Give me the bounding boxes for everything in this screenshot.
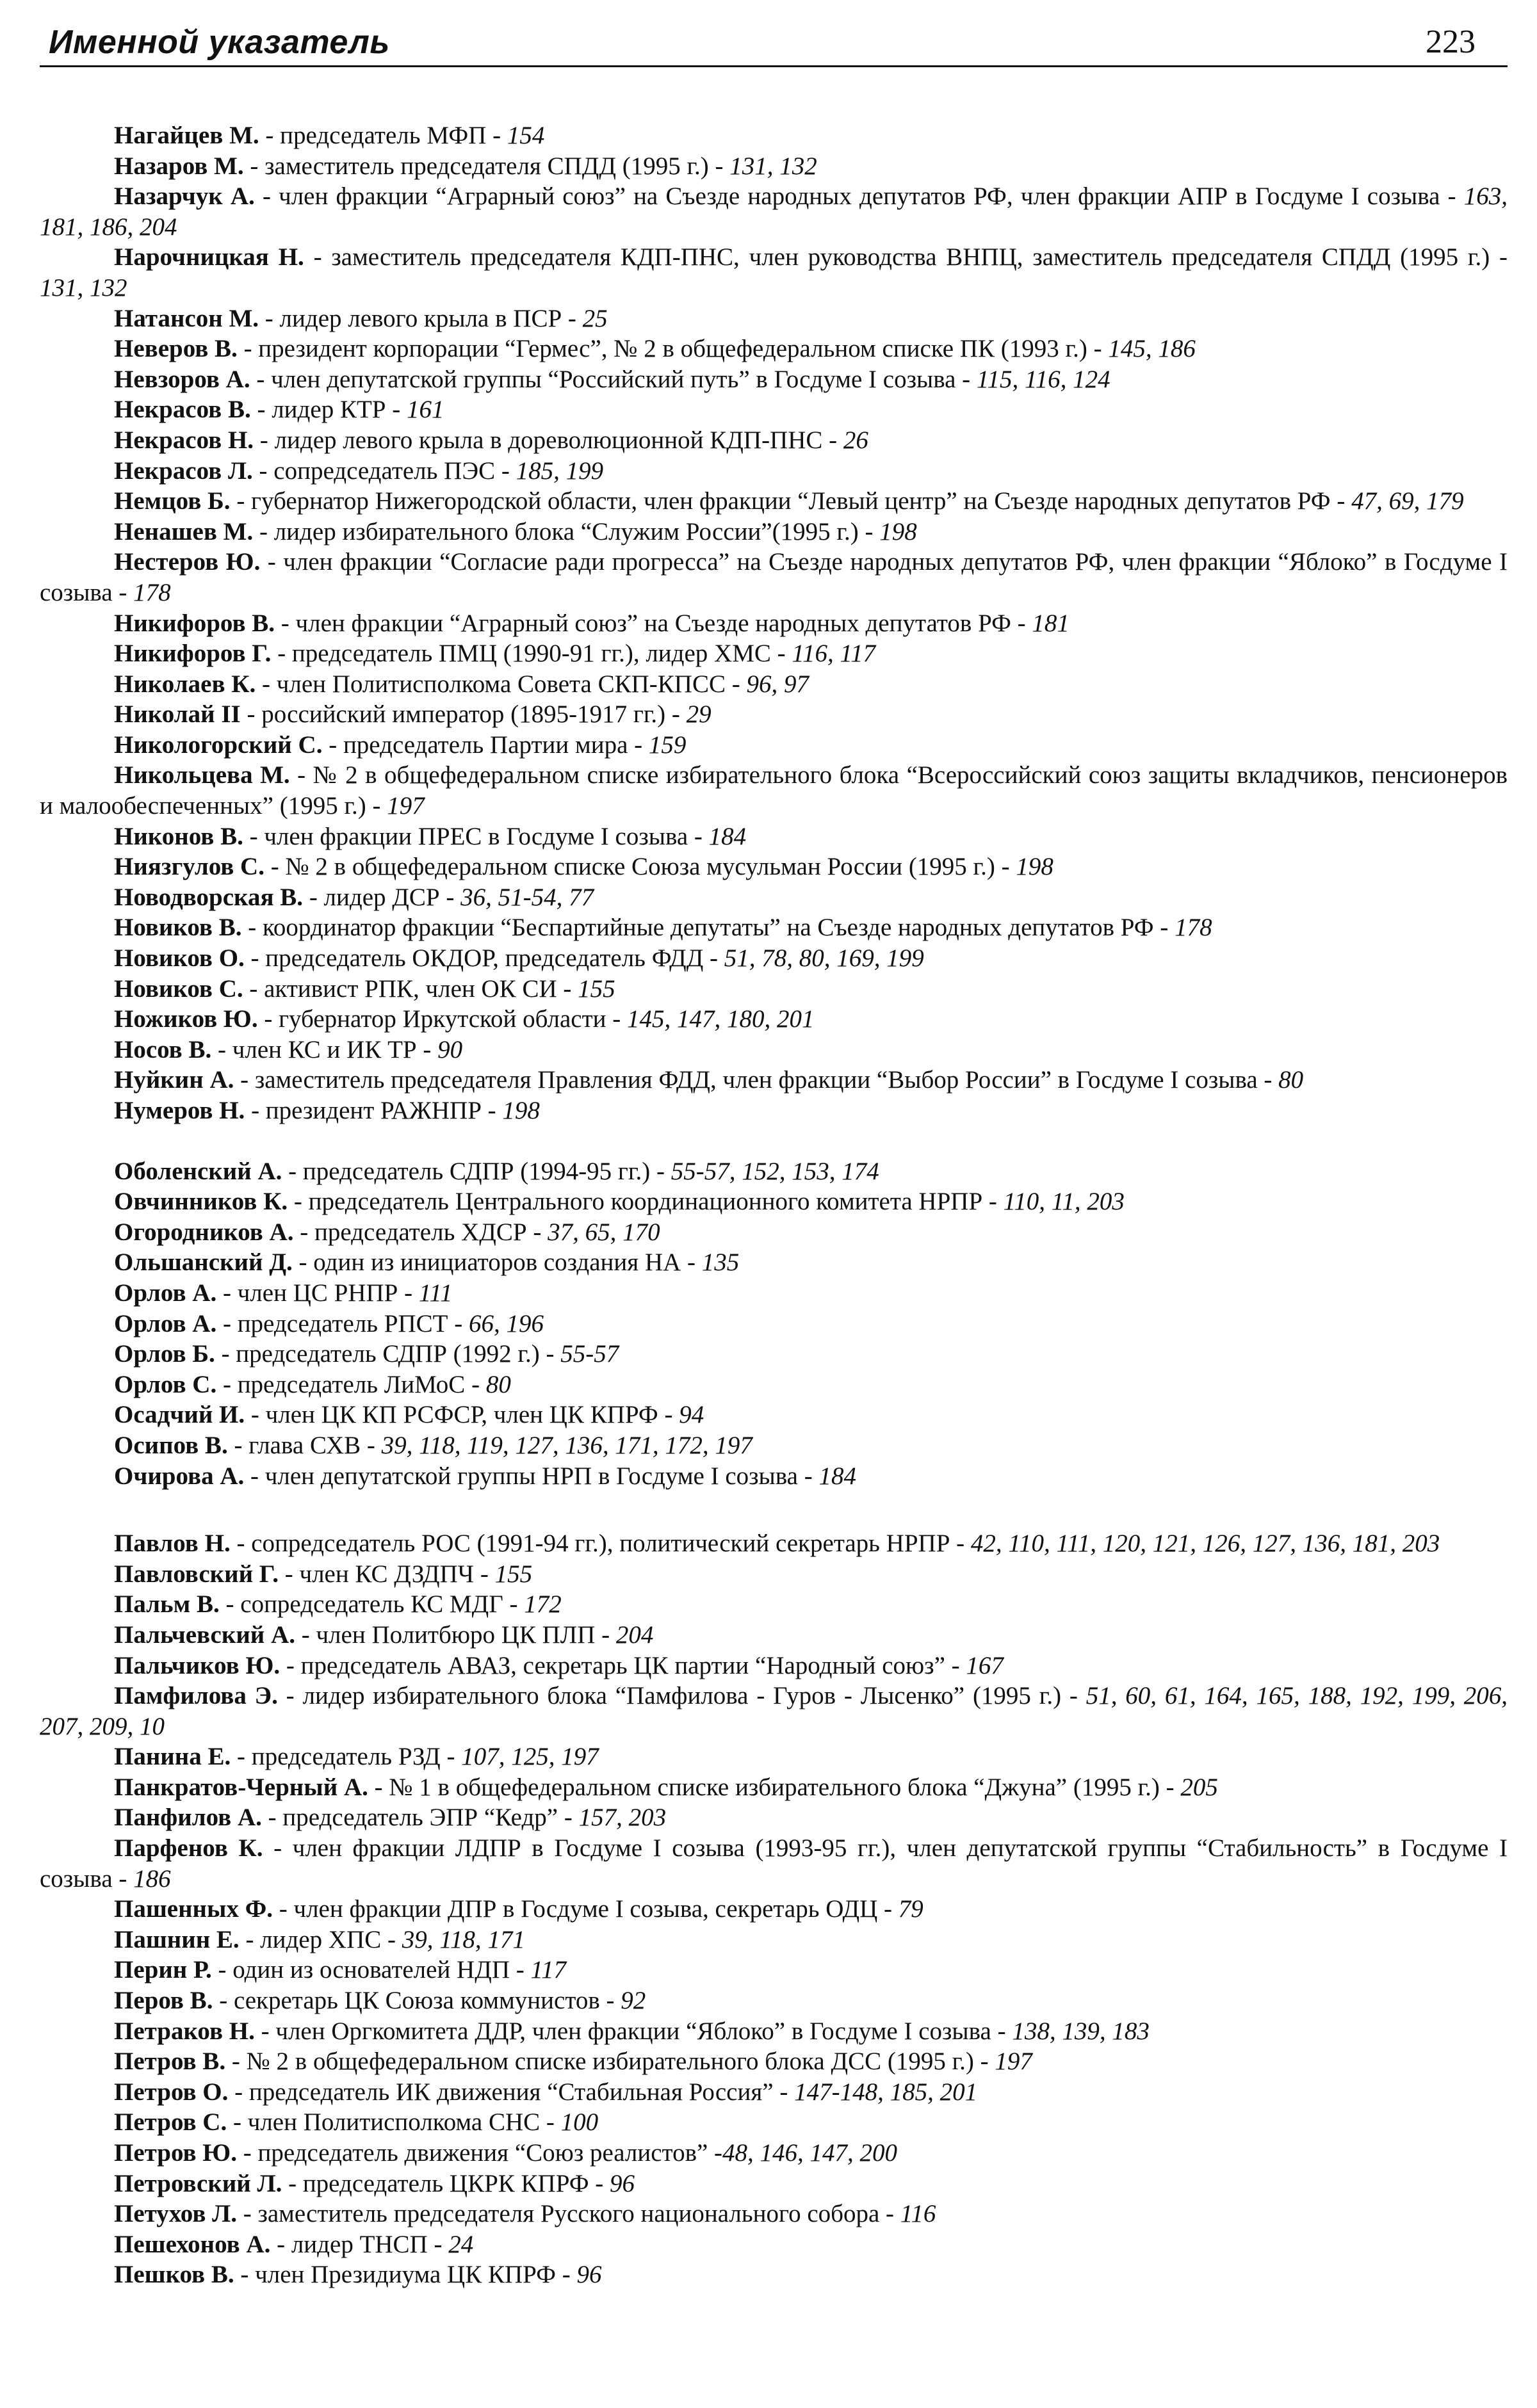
entry-name: Ненашев М. [114,517,254,545]
index-entry [40,2169,1508,2199]
entry-pages: 80 [485,1370,511,1398]
entry-description: - председатель движения “Союз реалистов” - [236,2139,723,2167]
entry-name: Никологорский С. [114,731,323,759]
index-entry [40,425,1508,456]
entry-pages: 131, 132 [729,152,817,180]
index-entry [40,1620,1508,1651]
entry-pages: 181 [1032,609,1069,637]
entry-description: - член фракции ЛДПР в Госдуме I созыва (1993-95 гг.), член депутатской группы “Стабильность” в Госдуме I созыва - [40,1834,1508,1893]
index-entry [40,943,1508,974]
entry-pages: 184 [818,1462,856,1490]
index-entry [40,1035,1508,1065]
index-entry [40,669,1508,700]
entry-description: - президент корпорации “Гермес”, № 2 в общефедеральном списке ПК (1993 г.) - [237,335,1109,363]
entry-name: Панина Е. [114,1743,231,1771]
entry-description: - член фракции ПРЕС в Госдуме I созыва - [243,822,709,850]
index-entry [40,882,1508,913]
entry-name: Николай II [114,700,241,729]
entry-name: Никонов В. [114,822,243,850]
index-entry [40,517,1508,547]
index-entry [40,1559,1508,1590]
entry-name: Назарчук А. [114,182,255,211]
entry-name: Орлов А. [114,1309,217,1337]
index-entry [40,1651,1508,1681]
index-entry [40,394,1508,425]
index-entry [40,242,1508,303]
entry-description: - губернатор Иркутской области - [257,1005,627,1033]
entry-description: - лидер КТР - [250,396,407,424]
entry-name: Некрасов Л. [114,457,253,485]
entry-pages: 184 [708,822,747,850]
entry-pages: 25 [582,304,608,332]
entry-name: Павловский Г. [114,1560,279,1588]
entry-pages: 55-57, 152, 153, 174 [671,1157,879,1185]
entry-name: Петраков Н. [114,2017,255,2045]
entry-pages: 198 [879,517,917,545]
page-number: 223 [1426,24,1476,60]
entry-name: Некрасов В. [114,396,251,424]
entry-description: - сопредседатель КС МДГ - [219,1590,525,1619]
entry-description: - № 2 в общефедеральном списке Союза мусульман России (1995 г.) - [264,853,1016,881]
index-entry [40,364,1508,395]
entry-pages: 204 [615,1620,654,1649]
entry-name: Никифоров Г. [114,640,272,668]
entry-description: - член фракции “Согласие ради прогресса” на Съезде народных депутатов РФ, член фракции “Яблоко” в Госдуме I созыва - [40,548,1508,606]
entry-description: - президент РАЖНПР - [245,1097,503,1124]
entry-pages: 178 [133,578,171,606]
running-title: Именной указатель [49,24,390,61]
entry-description: - заместитель председателя КДП-ПНС, член руководства ВНПЦ, заместитель председателя СПДД (1995 г.) - [304,243,1508,271]
entry-description: - председатель СДПР (1992 г.) - [215,1340,561,1368]
entry-description: - член КС и ИК ТР - [211,1035,438,1063]
entry-name: Нестеров Ю. [114,548,261,576]
entry-name: Оболенский А. [114,1157,282,1185]
entry-description: - № 2 в общефедеральном списке избирательного блока ДСС (1995 г.) - [225,2048,995,2076]
entry-pages: 51, 60, 61, 164, 165, 188, 192, 199, 206, 207, 209, 10 [40,1682,1508,1740]
entry-pages: 111 [418,1279,453,1307]
index-entry [40,1247,1508,1278]
entry-name: Пешехонов А. [114,2230,271,2258]
index-entry [40,1589,1508,1620]
entry-description: - член фракции “Аграрный союз” на Съезде народных депутатов РФ, член фракции АПР в Госдуме I созыва - [254,182,1464,211]
entry-pages: 36, 51-54, 77 [460,883,594,911]
entry-description: - председатель РЗД - [231,1743,462,1771]
entry-pages: 117 [530,1956,567,1984]
entry-name: Носов В. [114,1035,212,1063]
entry-description: - заместитель председателя СПДД (1995 г.) - [243,152,730,180]
entry-pages: 157, 203 [578,1804,667,1832]
entry-pages: 100 [560,2108,599,2137]
entry-name: Ниязгулов С. [114,853,264,881]
index-entry [40,1156,1508,1187]
entry-description: - лидер избирательного блока “Служим России”(1995 г.) - [253,517,880,545]
index-entry [40,2259,1508,2290]
entry-description: - лидер избирательного блока “Памфилова - Гуров - Лысенко” (1995 г.) - [277,1682,1086,1710]
entry-name: Перов В. [114,1987,213,2015]
index-entry [40,1309,1508,1339]
entry-pages: 110, 11, 203 [1003,1188,1125,1216]
index-entry [40,760,1508,821]
entry-description: - председатель ПМЦ (1990-91 гг.), лидер ХМС - [271,640,792,668]
entry-name: Никифоров В. [114,609,275,637]
entry-pages: 79 [898,1895,923,1923]
entry-description: - член ЦК КП РСФСР, член ЦК КПРФ - [245,1401,679,1429]
entry-pages: 116, 117 [792,640,876,668]
entry-pages: 51, 78, 80, 169, 199 [724,944,924,973]
index-entry [40,730,1508,761]
entry-name: Немцов Б. [114,487,231,515]
entry-name: Пальм В. [114,1590,220,1619]
entry-description: - председатель ЛиМоС - [216,1370,486,1398]
entry-name: Овчинников К. [114,1188,288,1216]
index-entry [40,2107,1508,2138]
entry-pages: 48, 146, 147, 200 [722,2139,898,2167]
entry-name: Нумеров Н. [114,1097,245,1124]
entry-description: - российский император (1895-1917 гг.) - [240,700,687,729]
entry-name: Нагайцев М. [114,122,259,149]
index-entry [40,2199,1508,2229]
entry-pages: 42, 110, 111, 120, 121, 126, 127, 136, 181, 203 [970,1530,1440,1558]
index-entry [40,456,1508,487]
entry-pages: 186 [133,1864,171,1893]
index-entry [40,1894,1508,1925]
index-entry [40,1461,1508,1492]
entry-name: Новиков С. [114,974,243,1003]
index-entry [40,1985,1508,2016]
entry-name: Нарочницкая Н. [114,243,304,271]
entry-pages: 92 [621,1987,646,2015]
entry-pages: 131, 132 [40,273,127,302]
entry-pages: 39, 118, 171 [402,1925,525,1953]
entry-description: - член фракции ДПР в Госдуме I созыва, секретарь ОДЦ - [272,1895,899,1923]
index-entry [40,303,1508,334]
entry-pages: 145, 186 [1108,335,1196,363]
entry-description: - председатель СДПР (1994-95 гг.) - [282,1157,671,1185]
entry-name: Петров О. [114,2078,229,2106]
index-entry [40,1095,1508,1126]
index-entry [40,1925,1508,1955]
entry-name: Натансон М. [114,304,259,332]
entry-name: Петров Ю. [114,2139,237,2167]
entry-name: Назаров М. [114,152,244,180]
index-entry [40,486,1508,517]
index-entry [40,638,1508,669]
entry-name: Петров В. [114,2048,226,2076]
entry-pages: 39, 118, 119, 127, 136, 171, 172, 197 [381,1431,752,1459]
entry-name: Пальчевский А. [114,1620,295,1649]
entry-pages: 167 [966,1651,1004,1679]
entry-description: - лидер ДСР - [303,883,461,911]
entry-name: Нуйкин А. [114,1066,234,1094]
entry-name: Пальчиков Ю. [114,1651,281,1679]
entry-name: Пешков В. [114,2261,234,2289]
entry-description: - член Оргкомитета ДДР, член фракции “Яблоко” в Госдуме I созыва - [254,2017,1012,2045]
index-entry [40,912,1508,943]
entry-pages: 66, 196 [468,1309,544,1337]
entry-name: Павлов Н. [114,1530,231,1558]
index-entry [40,1186,1508,1217]
index-entry [40,1400,1508,1430]
entry-pages: 90 [437,1035,463,1063]
index-entry [40,1528,1508,1559]
entry-description: - секретарь ЦК Союза коммунистов - [213,1987,621,2015]
entry-name: Петров С. [114,2108,227,2137]
entry-description: - губернатор Нижегородской области, член фракции “Левый центр” на Съезде народных депутатов РФ - [230,487,1352,515]
index-entry [40,1681,1508,1741]
entry-pages: 178 [1175,914,1212,942]
entry-pages: 155 [578,974,615,1003]
entry-pages: 135 [701,1248,740,1277]
entry-description: - председатель ЦКРК КПРФ - [282,2169,610,2197]
entry-description: - член фракции “Аграрный союз” на Съезде народных депутатов РФ - [275,609,1032,637]
entry-description: - член ЦС РНПР - [216,1279,419,1307]
index-entry [40,1772,1508,1803]
entry-name: Памфилова Э. [114,1682,278,1710]
index-entry [40,1955,1508,1985]
entry-name: Орлов А. [114,1279,217,1307]
entry-pages: 26 [843,426,868,454]
entry-description: - председатель МФП - [259,122,507,149]
header-rule [40,65,1508,67]
entry-name: Новиков В. [114,914,242,942]
letter-section-gap [40,1126,1508,1156]
entry-description: - лидер левого крыла в ПСР - [259,304,583,332]
index-entry [40,1833,1508,1894]
entry-name: Перин Р. [114,1956,212,1984]
entry-pages: 115, 116, 124 [976,365,1110,393]
entry-pages: 37, 65, 170 [548,1218,660,1246]
entry-pages: 185, 199 [516,457,604,485]
index-entry [40,181,1508,242]
entry-description: - глава СХВ - [227,1431,382,1459]
entry-description: - член депутатской группы “Российский путь” в Госдуме I созыва - [250,365,977,393]
entry-name: Осадчий И. [114,1401,245,1429]
entry-pages: 80 [1278,1066,1304,1094]
entry-description: - председатель РПСТ - [216,1309,469,1337]
entry-name: Парфенов К. [114,1834,263,1863]
entry-pages: 159 [648,731,687,759]
index-entry [40,1802,1508,1833]
entry-name: Николаев К. [114,670,256,698]
entry-pages: 55-57 [560,1340,619,1368]
index-entry [40,1370,1508,1400]
entry-description: - председатель АВАЗ, секретарь ЦК партии “Народный союз” - [280,1651,966,1679]
entry-description: - член Политисполкома Совета СКП-КПСС - [256,670,747,698]
entry-name: Новиков О. [114,944,245,973]
index-entry [40,821,1508,852]
entry-pages: 198 [1016,853,1053,881]
index-entry [40,1065,1508,1095]
entry-name: Никольцева М. [114,761,290,789]
entry-pages: 107, 125, 197 [461,1743,599,1771]
entry-description: - член КС ДЗДПЧ - [278,1560,495,1588]
entry-description: - один из основателей НДП - [211,1956,531,1984]
index-entry [40,1278,1508,1309]
entry-name: Ольшанский Д. [114,1248,293,1277]
entry-pages: 154 [507,122,545,149]
entry-name: Панфилов А. [114,1804,262,1832]
entry-pages: 197 [995,2048,1032,2076]
entry-description: - председатель ИК движения “Стабильная Россия” - [228,2078,795,2106]
entry-name: Очирова А. [114,1462,245,1490]
index-entry [40,699,1508,730]
index-entry [40,2077,1508,2108]
index-entry [40,1004,1508,1035]
entry-name: Пашенных Ф. [114,1895,273,1923]
entry-description: - лидер ТНСП - [270,2230,449,2258]
page-header [40,19,1508,65]
entry-description: - один из инициаторов создания НА - [292,1248,702,1277]
index-entry [40,1339,1508,1370]
entry-description: - член Президиума ЦК КПРФ - [234,2261,577,2289]
entry-pages: 96, 97 [746,670,809,698]
entry-description: - член Политисполкома СНС - [227,2108,561,2137]
entry-name: Огородников А. [114,1218,294,1246]
entry-name: Пашнин Е. [114,1925,240,1953]
entry-description: - № 1 в общефедеральном списке избирательного блока “Джуна” (1995 г.) - [368,1773,1181,1801]
entry-name: Орлов Б. [114,1340,215,1368]
entry-name: Орлов С. [114,1370,217,1398]
index-entry [40,1217,1508,1248]
entry-description: - заместитель председателя Русского национального собора - [236,2200,900,2228]
entry-pages: 155 [494,1560,533,1588]
index-entry [40,120,1508,151]
entry-description: - заместитель председателя Правления ФДД, член фракции “Выбор России” в Госдуме I созыва - [234,1066,1279,1094]
entry-pages: 96 [576,2261,602,2289]
entry-name: Панкратов-Черный А. [114,1773,368,1801]
entry-description: - член депутатской группы НРП в Госдуме I созыва - [244,1462,819,1490]
entry-name: Ножиков Ю. [114,1005,258,1033]
entry-description: - председатель Партии мира - [322,731,649,759]
entry-description: - № 2 в общефедеральном списке избирательного блока “Всероссийский союз защиты вкладчиков, пенсионеров и малообеспеченных” (1995 г.) - [40,761,1508,820]
entry-pages: 24 [448,2230,474,2258]
index-entry [40,2229,1508,2260]
entry-description: - лидер левого крыла в дореволюционной КДП-ПНС - [254,426,843,454]
entry-name: Неверов В. [114,335,238,363]
entry-name: Осипов В. [114,1431,228,1459]
entry-pages: 172 [524,1590,562,1619]
entry-pages: 138, 139, 183 [1012,2017,1150,2045]
entry-name: Некрасов Н. [114,426,254,454]
entry-description: - председатель ОКДОР, председатель ФДД - [244,944,724,973]
index-entry [40,151,1508,182]
index-entry [40,852,1508,882]
entry-name: Невзоров А. [114,365,250,393]
entry-description: - председатель ХДСР - [293,1218,548,1246]
index-entry [40,547,1508,608]
entry-pages: 94 [679,1401,704,1429]
entry-name: Петровский Л. [114,2169,282,2197]
index-entry [40,2138,1508,2169]
entry-description: - координатор фракции “Беспартийные депутаты” на Съезде народных депутатов РФ - [241,914,1175,942]
letter-section-gap [40,1491,1508,1528]
entry-pages: 29 [686,700,712,729]
index-entries [40,120,1508,2290]
entry-description: - сопредседатель РОС (1991-94 гг.), политический секретарь НРПР - [230,1530,971,1558]
index-entry [40,1430,1508,1461]
entry-description: - сопредседатель ПЭС - [252,457,516,485]
entry-pages: 197 [387,792,425,820]
index-entry [40,2016,1508,2047]
entry-name: Новодворская В. [114,883,304,911]
entry-pages: 147-148, 185, 201 [794,2078,978,2106]
entry-pages: 145, 147, 180, 201 [626,1005,815,1033]
entry-description: - член Политбюро ЦК ПЛП - [295,1620,616,1649]
entry-description: - председатель Центрального координационного комитета НРПР - [288,1188,1004,1216]
index-entry [40,608,1508,639]
entry-pages: 161 [406,396,444,424]
index-entry [40,1741,1508,1772]
entry-description: - председатель ЭПР “Кедр” - [261,1804,579,1832]
entry-name: Петухов Л. [114,2200,237,2228]
index-entry [40,334,1508,364]
index-entry [40,974,1508,1005]
entry-pages: 96 [610,2169,635,2197]
index-page [40,19,1508,2289]
entry-description: - активист РПК, член ОК СИ - [243,974,578,1003]
entry-pages: 198 [502,1097,540,1124]
entry-pages: 47, 69, 179 [1351,487,1464,515]
index-entry [40,2046,1508,2077]
entry-pages: 205 [1180,1773,1218,1801]
entry-pages: 163, 181, 186, 204 [40,182,1508,241]
entry-description: - лидер ХПС - [239,1925,402,1953]
entry-pages: 116 [900,2200,936,2228]
